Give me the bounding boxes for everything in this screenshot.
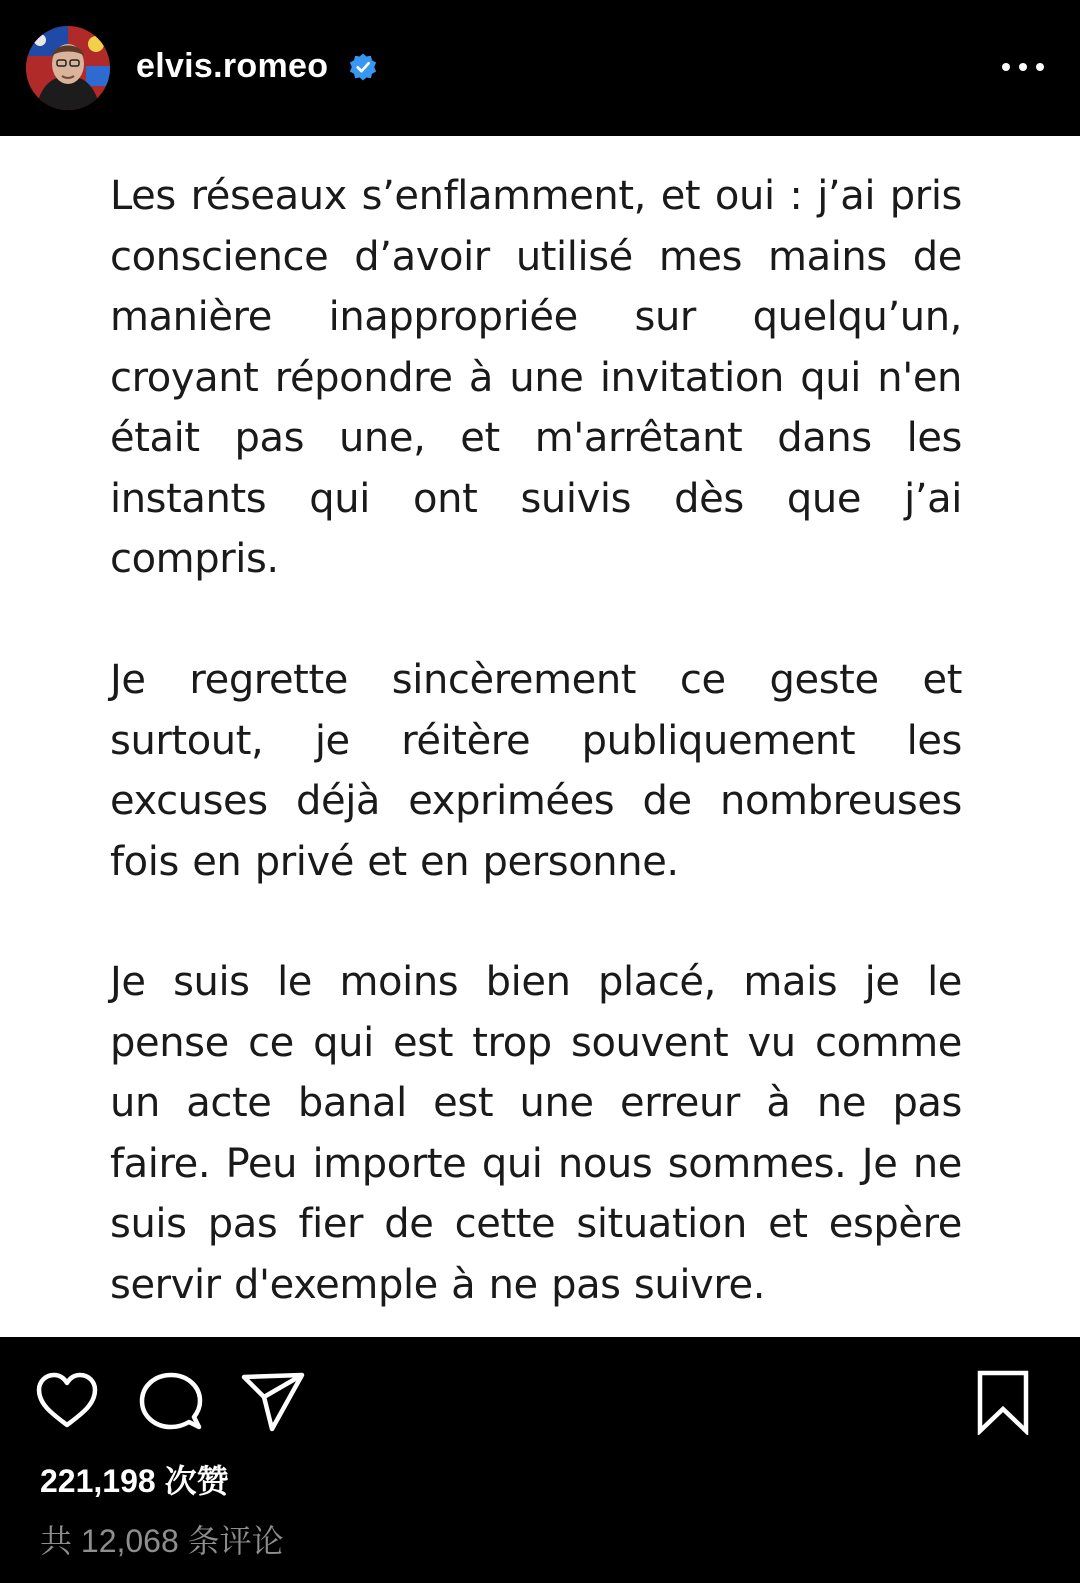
more-horizontal-icon[interactable] — [1000, 52, 1046, 82]
action-bar — [0, 1337, 1080, 1457]
comment-bubble-icon[interactable] — [138, 1369, 204, 1435]
post-header — [0, 0, 1080, 136]
heart-icon[interactable] — [34, 1369, 100, 1435]
bookmark-icon[interactable] — [970, 1369, 1036, 1435]
username[interactable]: elvis.romeo — [136, 47, 329, 85]
verified-badge-icon — [348, 52, 378, 82]
post-paragraph-2: Je regrette sincèrement ce geste et surtout, je réitère publiquement les excuses déjà exprimées de nombreuses fois en privé et en personne. — [110, 657, 962, 885]
likes-count[interactable]: 221,198 次赞 — [40, 1463, 229, 1499]
avatar[interactable] — [26, 26, 110, 110]
paper-plane-icon[interactable] — [240, 1369, 306, 1435]
post-image[interactable] — [0, 136, 1080, 1337]
post-paragraph-1: Les réseaux s’enflamment, et oui : j’ai pris conscience d’avoir utilisé mes mains de manière inappropriée sur quelqu’un, croyant répondre à une invitation qui n'en était pas une, et m'arrêtant dans les instants qui ont suivis dès que j’ai compris. — [110, 173, 962, 582]
post-paragraph-3: Je suis le moins bien placé, mais je le pense ce qui est trop souvent vu comme un acte banal est une erreur à ne pas faire. Peu importe qui nous sommes. Je ne suis pas fier de cette situation et espère servir d'exemple à ne pas suivre. — [110, 959, 962, 1308]
view-comments-link[interactable]: 共 12,068 条评论 — [40, 1523, 284, 1559]
avatar-image — [26, 26, 110, 110]
